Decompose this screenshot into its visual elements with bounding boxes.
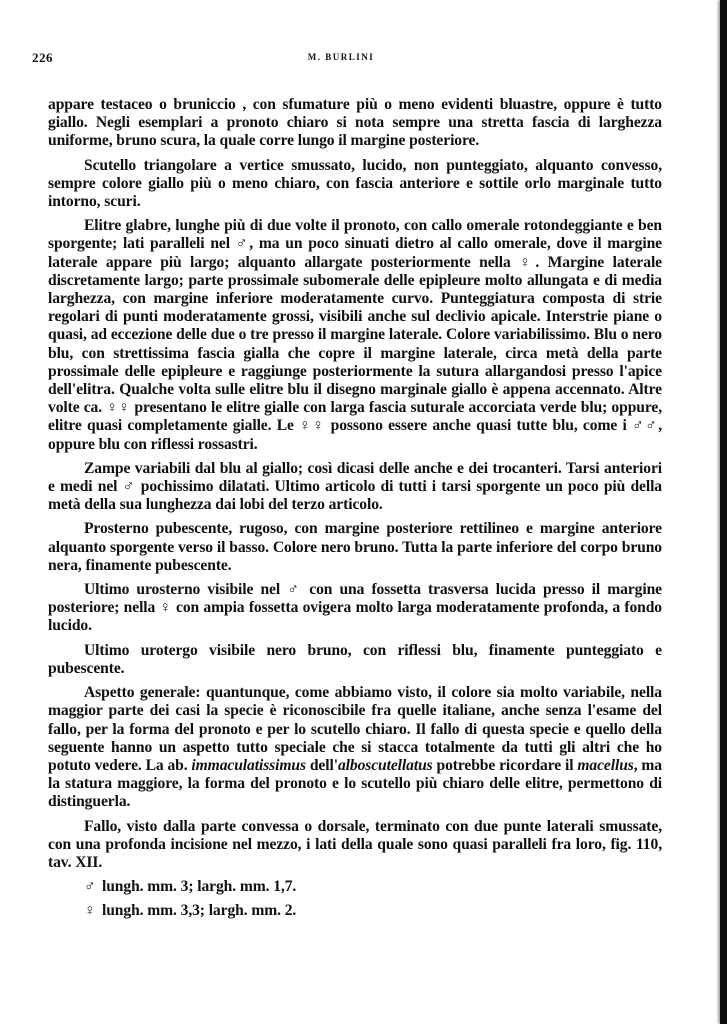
taxon-name: immaculatissimus [191,756,306,774]
text-span: dell' [305,756,338,774]
body-text [48,96,662,927]
text-span: potrebbe ricordare il [432,756,578,774]
page-edge-shadow [720,0,727,1024]
taxon-name: alboscutellatus [337,756,433,774]
paragraph-scutello: Scutello triangolare a vertice smussato, lucido, non punteggiato, alquanto convesso, sempre colore giallo più o meno chiaro, con fascia anteriore e sottile orlo marginale tutto intorno, scuri. [48,156,662,211]
paragraph-pronoto-color: appare testaceo o bruniccio , con sfumature più o meno evidenti bluastre, oppure è tutto giallo. Negli esemplari a pronoto chiaro si nota sempre una stretta fascia di larghezza uniforme, bruno scura, la quale corre lungo il margine posteriore. [48,96,662,150]
paragraph-prosterno: Prosterno pubescente, rugoso, con margine posteriore rettilineo e margine anteriore alquanto sporgente verso il basso. Colore nero bruno. Tutta la parte inferiore del corpo bruno nera, finamente pubescente. [48,520,662,574]
paragraph-elitre: Elitre glabre, lunghe più di due volte il pronoto, con callo omerale rotondeggiante e ben sporgente; lati paralleli nel ♂, ma un poco sinuati dietro al callo omerale, dove il margine laterale appare più largo; alquanto allargate posteriormente nella ♀. Margine laterale discretamente largo; parte prossimale subomerale delle epipleure molto allungata e di media larghezza, con margine inferiore moderatamente curvo. Punteggiatura composta di strie regolari di punti moderatamente grossi, visibili anche sul declivio apicale. Interstrie piane o quasi, ad eccezione delle due o tre presso il margine laterale. Colore variabilissimo. Blu o nero blu, con strettissima fascia gialla che copre il margine laterale, circa metà della parte prossimale delle epipleure e raggiunge posteriormente la sutura allargandosi presso l'apice dell'elitra. Qualche volta sulle elitre blu il disegno marginale giallo è appena accennato. Altre volte ca. ♀♀ presentano le elitre gialle con larga fascia suturale accorciata verde blu; oppure, elitre quasi completamente gialle. Le ♀♀ possono essere anche quasi tutte blu, come i ♂♂, oppure blu con riflessi rossastri. [48,217,662,453]
page-number: 226 [32,50,53,65]
paragraph-urosterno: Ultimo urosterno visibile nel ♂ con una fossetta trasversa lucida presso il margine posteriore; nella ♀ con ampia fossetta ovigera molto larga moderatamente profonda, a fondo lucido. [48,581,662,635]
text-span: Aspetto generale: quantunque, come abbiamo visto, il colore sia molto variabile, nella maggior parte dei casi la specie è riconoscibile fra quelle italiane, anche senza l'esame del fallo, per la forma del pronoto e per lo scutello chiaro. Il fallo di questa specie e quello della seguente hanno un aspetto tutto speciale che si stacca totalmente da tutti gli altri che ho potuto vedere. La ab. [48,684,662,774]
male-symbol-icon: ♂ [84,878,96,896]
paragraph-urotergo: Ultimo urotergo visibile nero bruno, con riflessi blu, finamente punteggiato e pubescente. [48,641,662,677]
measurement-female [84,902,662,920]
running-head: M. BURLINI [307,52,375,62]
taxon-name: macellus [577,756,634,774]
measurement-text: lungh. mm. 3,3; largh. mm. 2. [102,902,297,920]
measurement-text: lungh. mm. 3; largh. mm. 1,7. [102,878,297,896]
text-span: , ma la statura maggiore, la forma del pronoto e lo scutello più chiaro delle elitre, permettono di distinguerla. [48,756,663,811]
paragraph-aspetto-generale [48,684,662,811]
paragraph-fallo: Fallo, visto dalla parte convessa o dorsale, terminato con due punte laterali smussate, con una profonda incisione nel mezzo, i lati della quale sono quasi paralleli fra loro, fig. 110, tav. XII. [48,817,662,871]
measurement-male [84,878,662,896]
paragraph-zampe: Zampe variabili dal blu al giallo; così dicasi delle anche e dei trocanteri. Tarsi anteriori e medi nel ♂ pochissimo dilatati. Ultimo articolo di tutti i tarsi sporgente un poco più della metà della sua lunghezza dai lobi del terzo articolo. [48,459,662,514]
female-symbol-icon: ♀ [84,902,96,920]
